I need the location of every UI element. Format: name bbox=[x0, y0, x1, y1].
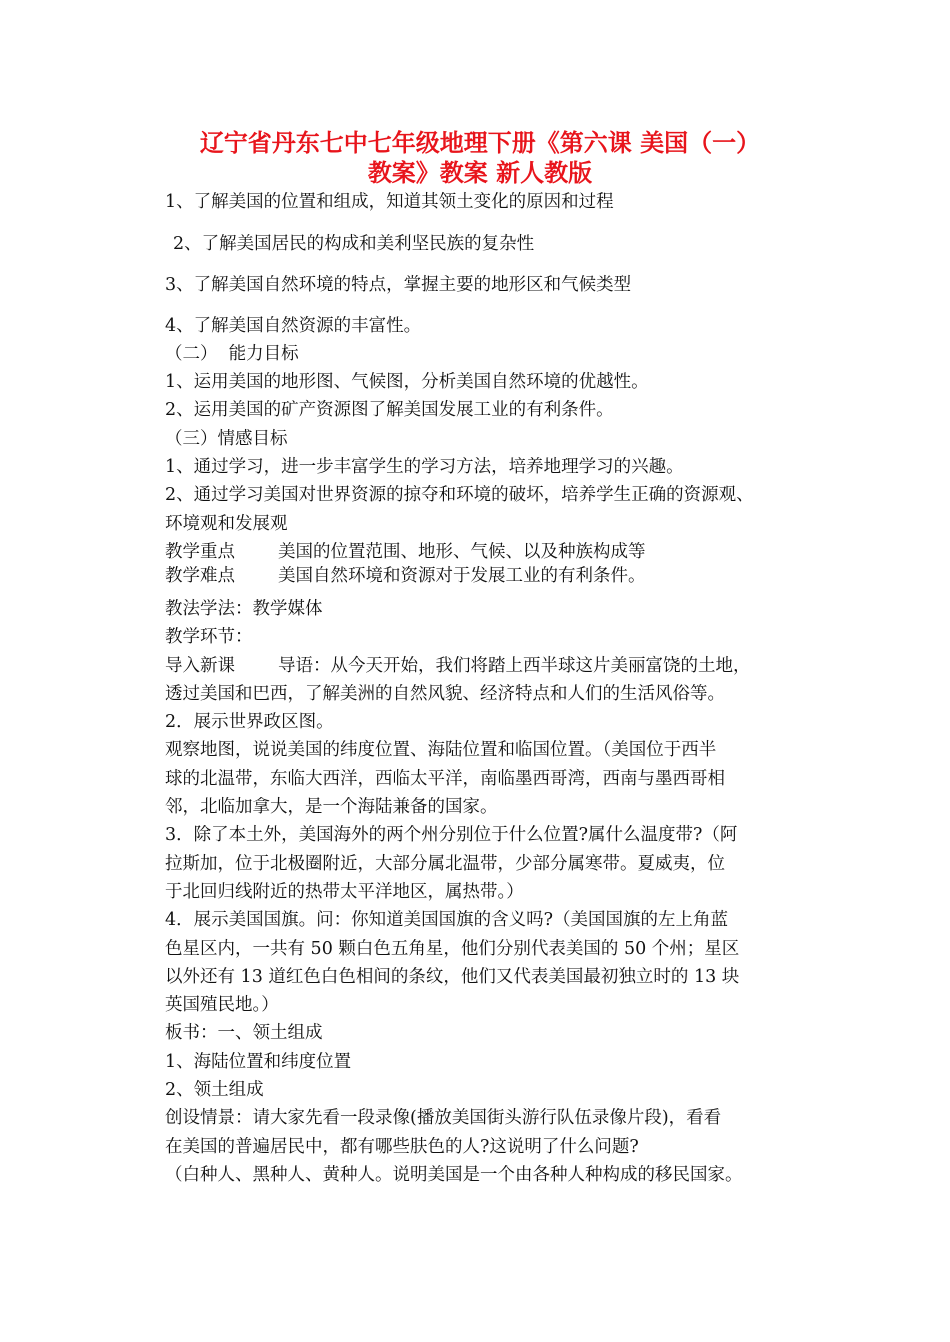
board-heading: 板书：一、领土组成 bbox=[165, 1023, 323, 1043]
teaching-key-text: 美国的位置范围、地形、气候、以及种族构成等 bbox=[278, 542, 646, 562]
step-3-text-3: 于北回归线附近的热带太平洋地区，属热带。） bbox=[165, 882, 524, 902]
intro-text: 导语：从今天开始，我们将踏上西半球这片美丽富饶的土地， bbox=[278, 656, 751, 676]
intro-label: 导入新课 bbox=[165, 656, 235, 676]
step-2: 2．展示世界政区图。 bbox=[165, 712, 334, 732]
emotion-goal-2-cont: 环境观和发展观 bbox=[165, 514, 288, 534]
board-item-1: 1、海陆位置和纬度位置 bbox=[165, 1052, 352, 1072]
goal-4: 4、了解美国自然资源的丰富性。 bbox=[165, 316, 422, 336]
teaching-difficulty-text: 美国自然环境和资源对于发展工业的有利条件。 bbox=[278, 566, 646, 586]
ability-goal-2: 2、运用美国的矿产资源图了解美国发展工业的有利条件。 bbox=[165, 400, 614, 420]
step-3-text-2: 拉斯加，位于北极圈附近，大部分属北温带，少部分属寒带。夏威夷，位 bbox=[165, 854, 725, 874]
teaching-key-point bbox=[165, 541, 646, 563]
teaching-difficulty bbox=[165, 565, 646, 587]
scenario-text-1: 创设情景：请大家先看一段录像(播放美国街头游行队伍录像片段)，看看 bbox=[165, 1108, 722, 1128]
goal-1: 1、了解美国的位置和组成，知道其领土变化的原因和过程 bbox=[165, 192, 614, 212]
emotion-goal-1: 1、通过学习，进一步丰富学生的学习方法，培养地理学习的兴趣。 bbox=[165, 457, 684, 477]
teaching-key-label: 教学重点 bbox=[165, 542, 235, 562]
goal-3: 3、了解美国自然环境的特点，掌握主要的地形区和气候类型 bbox=[165, 275, 632, 295]
section-ability-goals: （二） 能力目标 bbox=[165, 344, 299, 364]
teaching-steps: 教学环节： bbox=[165, 627, 253, 647]
emotion-goal-2: 2、通过学习美国对世界资源的掠夺和环境的破坏，培养学生正确的资源观、 bbox=[165, 485, 754, 505]
scenario-text-2: 在美国的普遍居民中，都有哪些肤色的人?这说明了什么问题? bbox=[165, 1137, 639, 1157]
step-4-text-4: 英国殖民地。） bbox=[165, 995, 279, 1015]
step-4-text-1: 4．展示美国国旗。问：你知道美国国旗的含义吗?（美国国旗的左上角蓝 bbox=[165, 910, 729, 930]
board-item-2: 2、领土组成 bbox=[165, 1080, 264, 1100]
goal-2: 2、了解美国居民的构成和美利坚民族的复杂性 bbox=[173, 234, 535, 254]
step-2-text-3: 邻，北临加拿大，是一个海陆兼备的国家。 bbox=[165, 797, 498, 817]
step-4-text-2: 色星区内，一共有 50 颗白色五角星，他们分别代表美国的 50 个州；星区 bbox=[165, 939, 740, 959]
section-emotion-goals: （三）情感目标 bbox=[165, 429, 288, 449]
step-2-text-1: 观察地图，说说美国的纬度位置、海陆位置和临国位置。（美国位于西半 bbox=[165, 740, 717, 760]
document-title-line-2: 教案》教案 新人教版 bbox=[367, 158, 593, 187]
step-3-text-1: 3．除了本土外，美国海外的两个州分别位于什么位置?属什么温度带?（阿 bbox=[165, 825, 738, 845]
ability-goal-1: 1、运用美国的地形图、气候图，分析美国自然环境的优越性。 bbox=[165, 372, 649, 392]
intro-text-cont: 透过美国和巴西，了解美洲的自然风貌、经济特点和人们的生活风俗等。 bbox=[165, 684, 725, 704]
teaching-difficulty-label: 教学难点 bbox=[165, 566, 235, 586]
step-4-text-3: 以外还有 13 道红色白色相间的条纹，他们又代表美国最初独立时的 13 块 bbox=[165, 967, 740, 987]
document-title-line-1: 辽宁省丹东七中七年级地理下册《第六课 美国（一） bbox=[199, 128, 761, 157]
scenario-text-3: （白种人、黑种人、黄种人。说明美国是一个由各种人种构成的移民国家。 bbox=[165, 1165, 743, 1185]
teaching-method: 教法学法：教学媒体 bbox=[165, 599, 323, 619]
intro-line bbox=[165, 655, 751, 677]
step-2-text-2: 球的北温带，东临大西洋，西临太平洋，南临墨西哥湾，西南与墨西哥相 bbox=[165, 769, 725, 789]
